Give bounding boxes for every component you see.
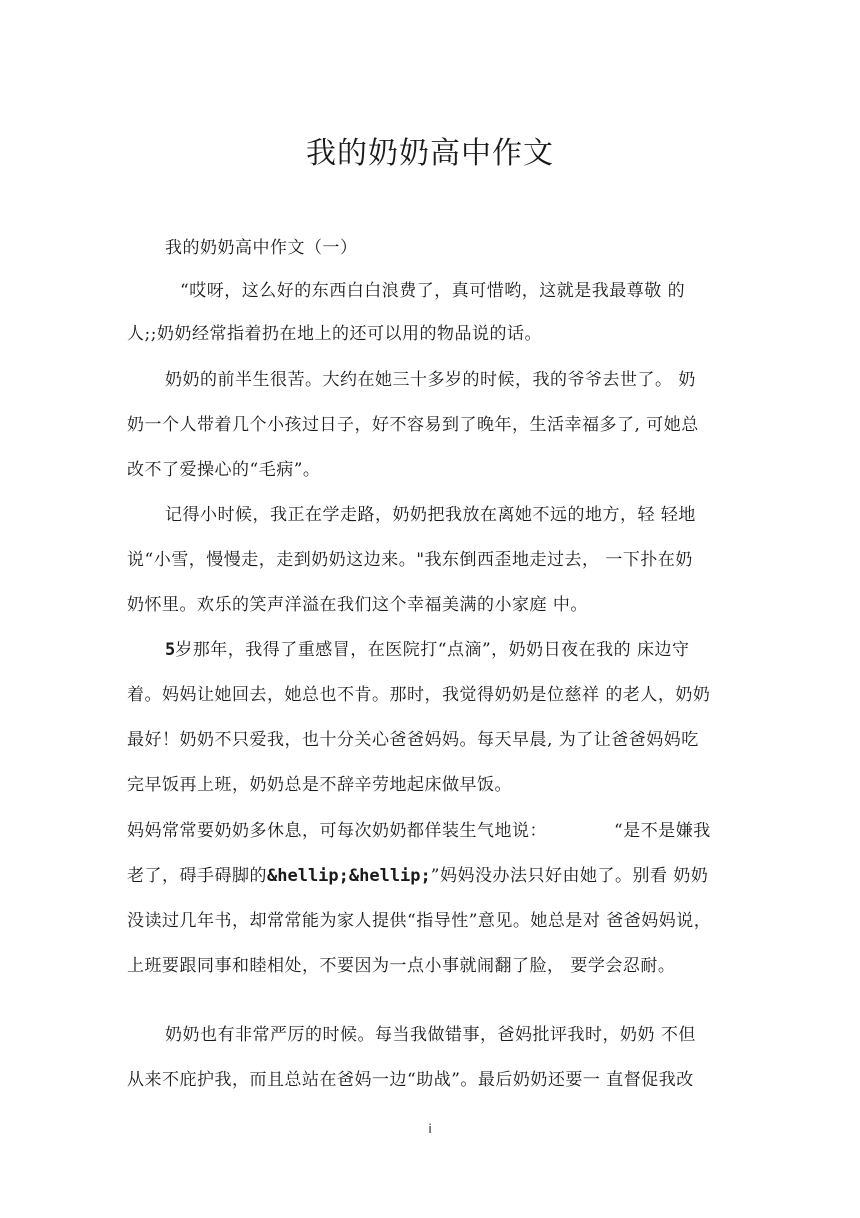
- page-number: i: [428, 1122, 432, 1136]
- paragraph-line: 改不了爱操心的“毛病”。: [127, 460, 321, 480]
- document-title: 我的奶奶高中作文: [306, 136, 554, 171]
- paragraph-line: 妈妈常常要奶奶多休息，可每次奶奶都佯装生气地说：: [127, 821, 547, 841]
- subtitle: 我的奶奶高中作文（一）: [165, 238, 358, 258]
- paragraph-line: 奶奶也有非常严厉的时候。每当我做错事，爸妈批评我时，奶奶 不但: [165, 1025, 696, 1045]
- paragraph-line: 人;;奶奶经常指着扔在地上的还可以用的物品说的话。: [127, 324, 542, 344]
- paragraph-line: 说“小雪，慢慢走，走到奶奶这边来。"我东倒西歪地走过去， 一下扑在奶: [127, 550, 693, 570]
- ellipsis-entity: &hellip;&hellip;: [267, 866, 431, 886]
- paragraph-line: 着。妈妈让她回去，她总也不肯。那时，我觉得奶奶是位慈祥 的老人，奶奶: [127, 685, 711, 705]
- paragraph-line: “是不是嫌我: [614, 821, 711, 841]
- paragraph-line: 完早饭再上班，奶奶总是不辞辛劳地起床做早饭。: [127, 775, 512, 795]
- paragraph-line: [127, 861, 708, 886]
- paragraph-line: 奶怀里。欢乐的笑声洋溢在我们这个幸福美满的小家庭 中。: [127, 595, 588, 615]
- paragraph-line: 记得小时候，我正在学走路，奶奶把我放在离她不远的地方，轻 轻地: [165, 505, 696, 525]
- paragraph-line: 奶一个人带着几个小孩过日子，好不容易到了晚年，生活幸福多了, 可她总: [127, 415, 699, 435]
- paragraph-line: 没读过几年书，却常常能为家人提供“指导性”意见。她总是对 爸爸妈妈说，: [127, 911, 712, 931]
- paragraph-line: [165, 635, 690, 660]
- paragraph-line: 从来不庇护我，而且总站在爸妈一边“助战”。最后奶奶还要一 直督促我改: [127, 1070, 694, 1090]
- paragraph-line: 奶奶的前半生很苦。大约在她三十多岁的时候，我的爷爷去世了。 奶: [165, 370, 696, 390]
- age-number: 5: [165, 640, 176, 660]
- paragraph-line: “哎呀，这么好的东西白白浪费了，真可惜哟，这就是我最尊敬 的: [180, 281, 686, 301]
- paragraph-line: 最好！奶奶不只爱我，也十分关心爸爸妈妈。每天早晨, 为了让爸爸妈妈吃: [127, 730, 699, 750]
- paragraph-text: 老了，碍手碍脚的: [127, 866, 267, 886]
- paragraph-text: ”妈妈没办法只好由她了。别看 奶奶: [430, 866, 709, 886]
- paragraph-line: 上班要跟同事和睦相处，不要因为一点小事就闹翻了脸， 要学会忍耐。: [127, 956, 676, 976]
- paragraph-text: 岁那年，我得了重感冒，在医院打“点滴”，奶奶日夜在我的 床边守: [175, 640, 690, 660]
